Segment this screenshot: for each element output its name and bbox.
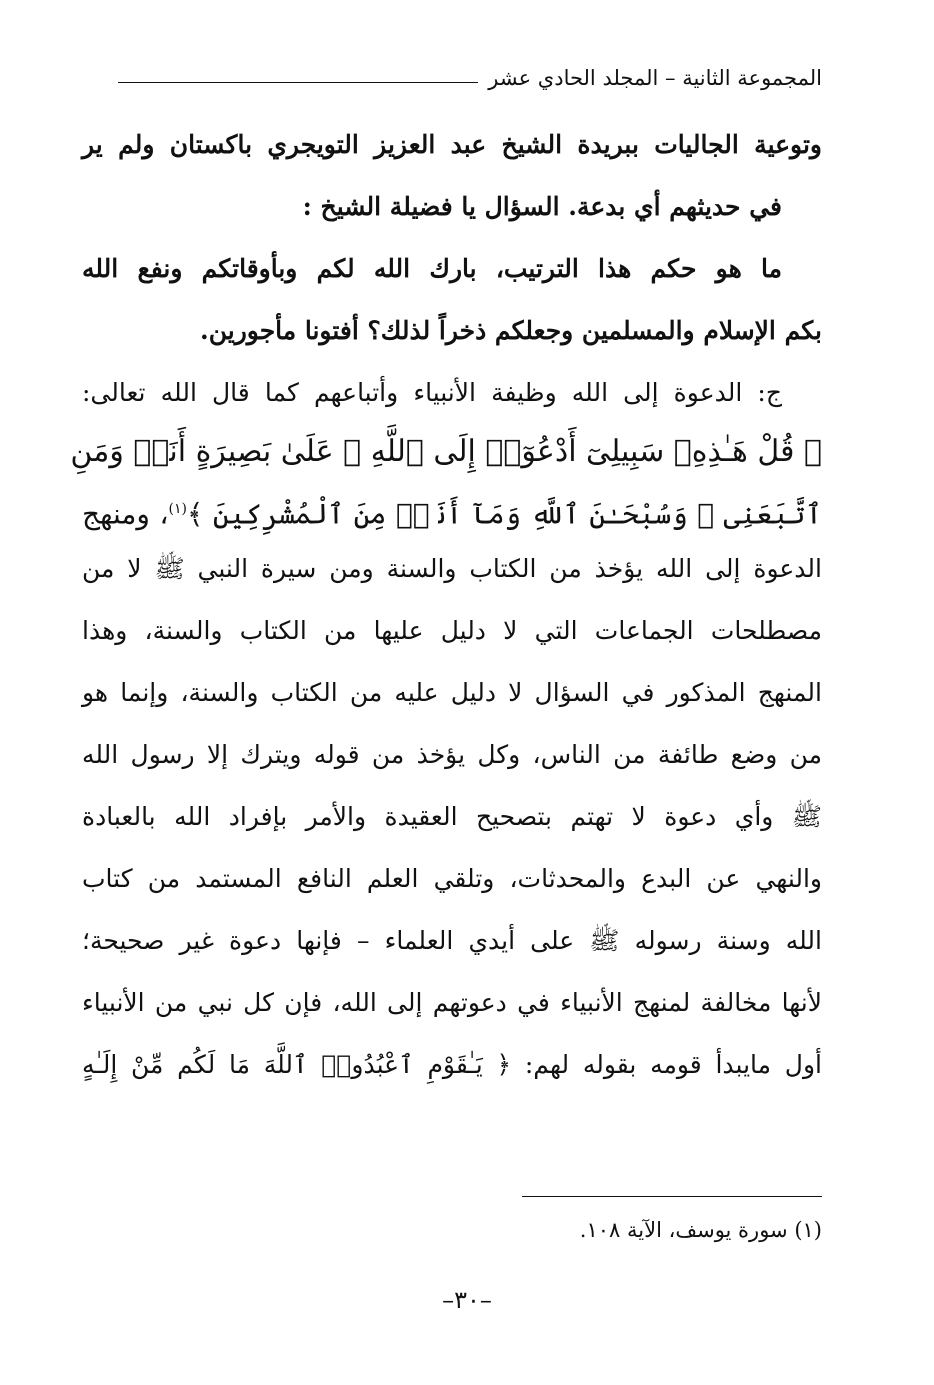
footnote-reference: (١): [168, 501, 187, 517]
body-line-1: وتوعية الجاليات ببريدة الشيخ عبد العزيز التويجري باكستان ولم ير: [82, 130, 822, 159]
body-line-11: من وضع طائفة من الناس، وكل يؤخذ من قوله ويترك إلا رسول الله: [82, 740, 822, 769]
body-line-13: والنهي عن البدع والمحدثات، وتلقي العلم النافع المستمد من كتاب: [82, 864, 822, 893]
running-header-title: المجموعة الثانية – المجلد الحادي عشر: [488, 66, 822, 90]
quran-verse-line-1: ﴿ قُلْ هَـٰذِهِۦ سَبِيلِىٓ أَدْعُوٓا۟ إِلَى ٱللَّهِ ۚ عَلَىٰ بَصِيرَةٍ أَنَا۠ وَمَنِ: [70, 434, 822, 469]
body-line-2: في حديثهم أي بدعة. السؤال يا فضيلة الشيخ :: [302, 192, 782, 221]
body-line-8: الدعوة إلى الله يؤخذ من الكتاب والسنة ومن سيرة النبي ﷺ لا من: [82, 554, 822, 583]
body-line-9: مصطلحات الجماعات التي لا دليل عليها من الكتاب والسنة، وهذا: [82, 616, 822, 645]
body-line-5: ج: الدعوة إلى الله وظيفة الأنبياء وأتباعهم كما قال الله تعالى:: [82, 378, 782, 407]
page-number: –٣٠–: [442, 1286, 492, 1314]
quran-verse-line-2: [82, 480, 822, 538]
body-line-3: ما هو حكم هذا الترتيب، بارك الله لكم وبأوقاتكم ونفع الله: [82, 254, 782, 283]
footnote: (١) سورة يوسف، الآية ١٠٨.: [579, 1218, 822, 1242]
header-rule: [118, 82, 478, 83]
running-header: [118, 58, 822, 98]
body-line-4: بكم الإسلام والمسلمين وجعلكم ذخراً لذلك؟ أفتونا مأجورين.: [200, 316, 822, 345]
body-line-15: لأنها مخالفة لمنهج الأنبياء في دعوتهم إلى الله، فإن كل نبي من الأنبياء: [82, 988, 822, 1017]
body-line-12: ﷺ وأي دعوة لا تهتم بتصحيح العقيدة والأمر بإفراد الله بالعبادة: [82, 802, 822, 831]
body-line-16: أول مايبدأ قومه بقوله لهم: ﴿ يَـٰقَوْمِ ٱعْبُدُوا۟ ٱللَّهَ مَا لَكُم مِّنْ إِلَـٰهٍ: [82, 1050, 822, 1079]
quran-verse-text: ٱتَّبَعَنِى ۖ وَسُبْحَـٰنَ ٱللَّهِ وَمَآ أَنَا۠ مِنَ ٱلْمُشْرِكِينَ ﴾: [186, 497, 822, 531]
body-line-continuation: ، ومنهج: [82, 497, 169, 531]
body-line-14: الله وسنة رسوله ﷺ على أيدي العلماء – فإنها دعوة غير صحيحة؛: [82, 926, 822, 955]
body-text: [70, 114, 822, 1096]
footnote-rule: [522, 1196, 822, 1197]
body-line-10: المنهج المذكور في السؤال لا دليل عليه من الكتاب والسنة، وإنما هو: [82, 678, 822, 707]
